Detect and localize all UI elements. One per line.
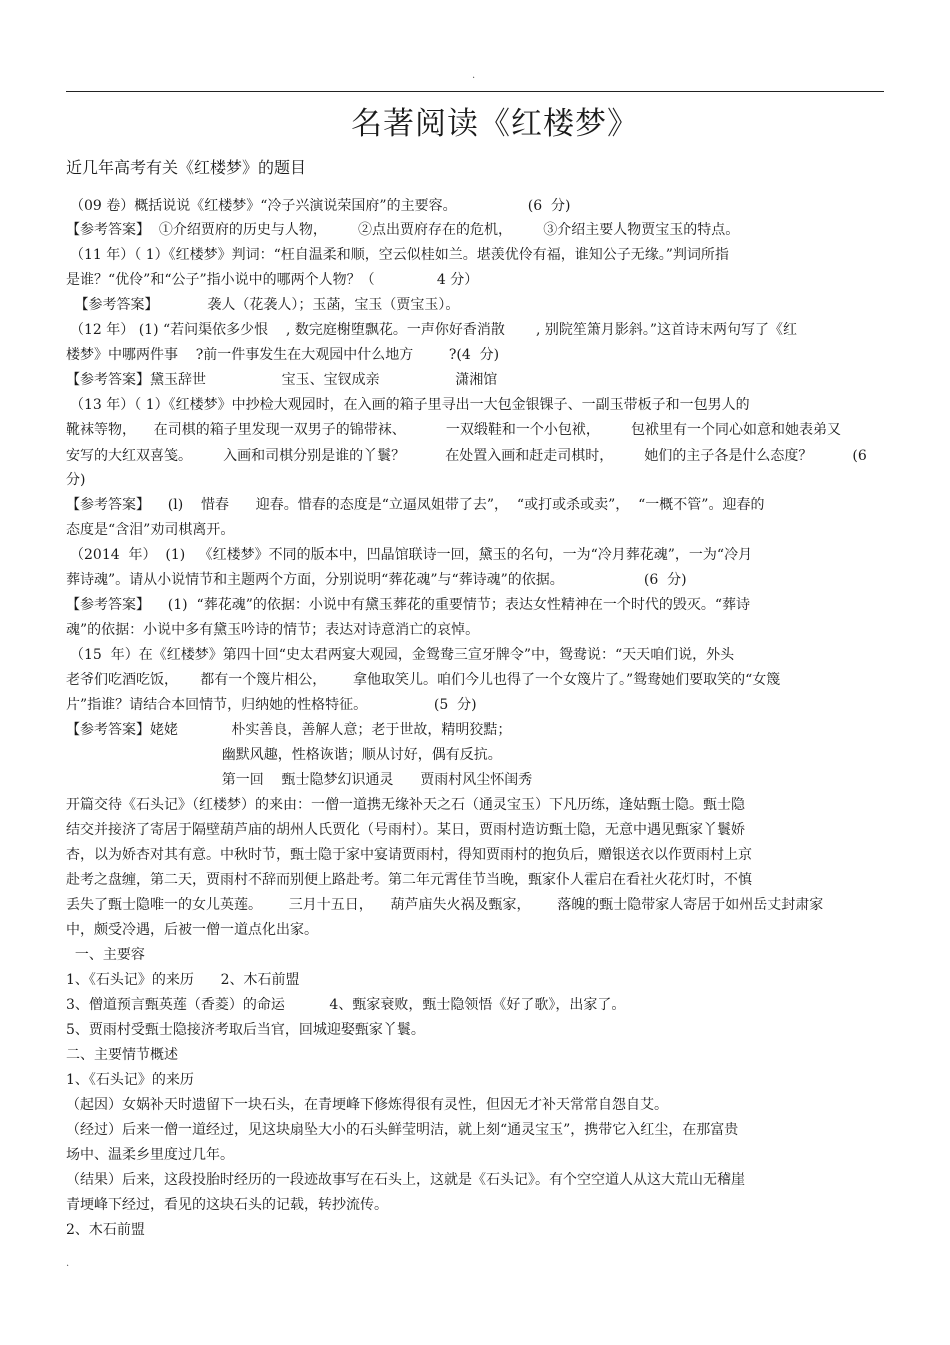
text-line: 中，颇受冷遇，后被一僧一道点化出家。 — [66, 922, 318, 938]
text-line: 幽默风趣，性格诙谐；顺从讨好，偶有反抗。 — [66, 747, 502, 763]
text-line: 【参考答案】黛玉辞世 宝玉、宝钗成亲 潇湘馆 — [66, 372, 498, 388]
text-line: （09 卷）概括说说《红楼梦》“冷子兴演说荣国府”的主要容。 (6 分) — [70, 198, 571, 214]
text-line: 【参考答案】 (1) “葬花魂”的依据：小说中有黛玉葬花的重要情节；表达女性精神在一个时代的毁灭。“葬诗 — [66, 597, 751, 613]
text-line: 场中、温柔乡里度过几年。 — [66, 1147, 234, 1163]
text-line: 靴袜等物， 在司棋的箱子里发现一双男子的锦带袜、 一双缎鞋和一个小包袱， 包袱里有一个同心如意和她表弟又 — [66, 422, 842, 438]
text-line: （结果）后来，这段投胎时经历的一段迹故事写在石头上，这就是《石头记》。有个空空道人从这大荒山无稽崖 — [66, 1172, 745, 1188]
text-line: 【参考答案】姥姥 朴实善良，善解人意；老于世故，精明狡黠； — [66, 722, 512, 738]
text-line: 片”指谁？请结合本回情节，归纳她的性格特征。 (5 分) — [66, 697, 477, 713]
page-title: 名著阅读《红楼梦》 — [351, 106, 639, 142]
text-line: （经过）后来一僧一道经过，见这块扇坠大小的石头鲜莹明洁，就上刻“通灵宝玉”，携带它入红尘，在那富贵 — [66, 1122, 739, 1138]
section-subtitle: 近几年高考有关《红楼梦》的题目 — [66, 158, 307, 177]
text-line: 【参考答案】 ①介绍贾府的历史与人物， ②点出贾府存在的危机， ③介绍主要人物贾宝玉的特点。 — [66, 222, 740, 238]
text-line: 青埂峰下经过，看见的这块石头的记载，转抄流传。 — [66, 1197, 388, 1213]
text-line: （13 年）（ 1）《红楼梦》中抄检大观园时，在入画的箱子里寻出一大包金银锞子、一副玉带板子和一包男人的 — [70, 397, 750, 413]
text-line: 3、僧道预言甄英莲（香菱）的命运 4、甄家衰败，甄士隐领悟《好了歌》，出家了。 — [66, 997, 626, 1013]
text-line: 2、木石前盟 — [66, 1222, 145, 1238]
text-line: 赴考之盘缠，第二天，贾雨村不辞而别便上路赴考。第二年元霄佳节当晚，甄家仆人霍启在看社火花灯时，不慎 — [66, 872, 752, 888]
text-line: （11 年）（ 1）《红楼梦》判词：“枉自温柔和顺，空云似桂如兰。堪羡优伶有福，谁知公子无缘。”判词所指 — [70, 247, 729, 263]
footer-dot: . — [66, 1258, 70, 1269]
text-line: 【参考答案】 (l) 惜春 迎春。惜春的态度是“立逼凤姐带了去”， “或打或杀或卖”， “一概不管”。迎春的 — [66, 497, 765, 513]
text-line: 1、《石头记》的来历 2、木石前盟 — [66, 972, 300, 988]
text-line: 魂”的依据：小说中多有黛玉吟诗的情节；表达对诗意消亡的哀悼。 — [66, 622, 480, 638]
text-line: 葬诗魂”。请从小说情节和主题两个方面，分别说明“葬花魂”与“葬诗魂”的依据。 (6 分) — [66, 572, 687, 588]
text-line: 丢失了甄士隐唯一的女儿英莲。 三月十五日， 葫芦庙失火祸及甄家， 落魄的甄士隐带家人寄居于如州岳丈封肃家 — [66, 897, 824, 913]
text-line: 楼梦》中哪两件事 ?前一件事发生在大观园中什么地方 ?(4 分) — [66, 347, 500, 363]
text-line: 杏，以为娇杏对其有意。中秋时节，甄士隐于家中宴请贾雨村，得知贾雨村的抱负后，赠银送衣以作贾雨村上京 — [66, 847, 752, 863]
text-line: 1、《石头记》的来历 — [66, 1072, 194, 1088]
text-line: （12 年） (1) “若问渠依多少恨 , 数完庭榭堕飘花。一声你好香消散 , 别院笙箫月影斜。”这首诗末两句写了《红 — [70, 322, 798, 338]
text-line: （15 年）在《红楼梦》第四十回“史太君两宴大观园，金鸳鸯三宣牙牌令”中，鸳鸯说：“天天咱们说，外头 — [70, 647, 735, 663]
text-line: 结交并接济了寄居于隔壁葫芦庙的胡州人氏贾化（号雨村）。某日，贾雨村造访甄士隐，无意中遇见甄家丫鬟娇 — [66, 822, 745, 838]
text-line: 态度是“含泪”劝司棋离开。 — [66, 522, 235, 538]
text-line: （2014 年） (1) 《红楼梦》不同的版本中，凹晶馆联诗一回，黛玉的名句，一为“冷月葬花魂”，一为“冷月 — [70, 547, 753, 563]
text-line: （起因）女娲补天时遗留下一块石头，在青埂峰下修炼得很有灵性，但因无才补天常常自怨自艾。 — [66, 1097, 668, 1113]
text-line: 分) — [66, 472, 86, 488]
header-dot: . — [472, 70, 476, 81]
text-line: 老爷们吃酒吃饭， 都有一个篾片相公， 拿他取笑儿。咱们今儿也得了一个女篾片了。”鸳鸯她们要取笑的“女篾 — [66, 672, 781, 688]
text-line: 二、主要情节概述 — [66, 1047, 178, 1063]
text-line: 开篇交待《石头记》（红楼梦）的来由：一僧一道携无缘补天之石（通灵宝玉）下凡历练，逢姑甄士隐。甄士隐 — [66, 797, 745, 813]
text-line: 第一回 甄士隐梦幻识通灵 贾雨村风尘怀闺秀 — [66, 772, 533, 788]
text-line: 【参考答案】 袭人（花袭人）；玉菡，宝玉（贾宝玉）。 — [70, 297, 460, 313]
text-line: 安写的大红双喜笺。 入画和司棋分别是谁的丫鬟？ 在处置入画和赶走司棋时， 她们的主子各是什么态度？ (6 — [66, 448, 867, 464]
text-line: 一、主要容 — [66, 947, 145, 963]
text-line: 是谁？“优伶”和“公子”指小说中的哪两个人物？（ 4 分） — [66, 272, 479, 288]
text-line: 5、贾雨村受甄士隐接济考取后当官，回城迎娶甄家丫鬟。 — [66, 1022, 425, 1038]
header-rule — [66, 91, 884, 92]
